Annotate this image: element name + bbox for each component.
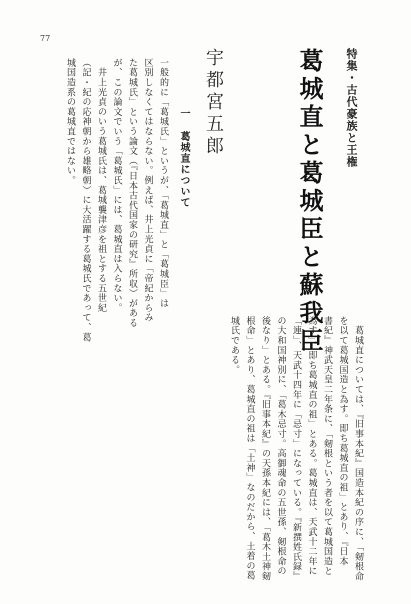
text-line: が、この論文でいう「葛城氏」には、葛城直は入らない。 bbox=[111, 58, 122, 313]
text-line: の大和国神別に、「葛木忌寸。高御魂命の五世孫、剱根命の bbox=[275, 316, 286, 577]
series-label: 特集・古代豪族と王権 bbox=[345, 48, 358, 168]
page-number: 77 bbox=[40, 34, 51, 43]
text-line: 城氏である。 bbox=[229, 316, 239, 375]
text-line: 井上光貞のいう葛城氏は、葛城襲津彦を祖とする五世紀 bbox=[96, 58, 106, 313]
text-line: 「連」、天武十四年に「忌寸」になっている。『新撰姓氏録』 bbox=[291, 316, 301, 582]
text-line: 根命」とあり、葛城直の祖は「土神」なのだから、土着の葛 bbox=[244, 316, 255, 581]
text-line: 区別しなくてはならない。例えば、井上光貞に「帝紀からみ bbox=[142, 58, 153, 323]
text-line: 一般的に「葛城氏」というが、「葛城直」と「葛城臣」は bbox=[158, 58, 168, 309]
text-line: を以て葛城国造と為す。即ち葛城直の祖」とあり、『日本 bbox=[337, 316, 348, 567]
text-line: （記・紀の応神朝から雄略朝）に大活躍する葛城氏であって、葛 bbox=[80, 58, 91, 343]
article-title: 葛城直と葛城臣と蘇我臣 bbox=[295, 48, 324, 356]
section-heading: 一 葛城直について bbox=[178, 108, 189, 208]
author-name: 宇都宮五郎 bbox=[203, 48, 224, 158]
text-line: 後なり」とある。『旧事本紀』の天孫本紀には、「葛木土神剱 bbox=[260, 316, 270, 582]
text-line: 城国造系の葛城直ではない。 bbox=[65, 58, 75, 186]
upper-body-text bbox=[38, 58, 170, 343]
lower-body-text bbox=[195, 316, 365, 582]
text-line: 為す」。即ち葛城直の祖」とある。葛城直は、天武十二年に bbox=[306, 316, 317, 577]
text-line: 葛城直については、『旧事本紀』国造本紀の序に、「剱根命 bbox=[353, 316, 363, 582]
text-line: 書紀』神武天皇二年条に、「剱根という者を以て葛城国造と bbox=[322, 316, 332, 577]
text-line: た葛城氏」という論文（『日本古代国家の研究』所収）がある bbox=[127, 58, 137, 328]
